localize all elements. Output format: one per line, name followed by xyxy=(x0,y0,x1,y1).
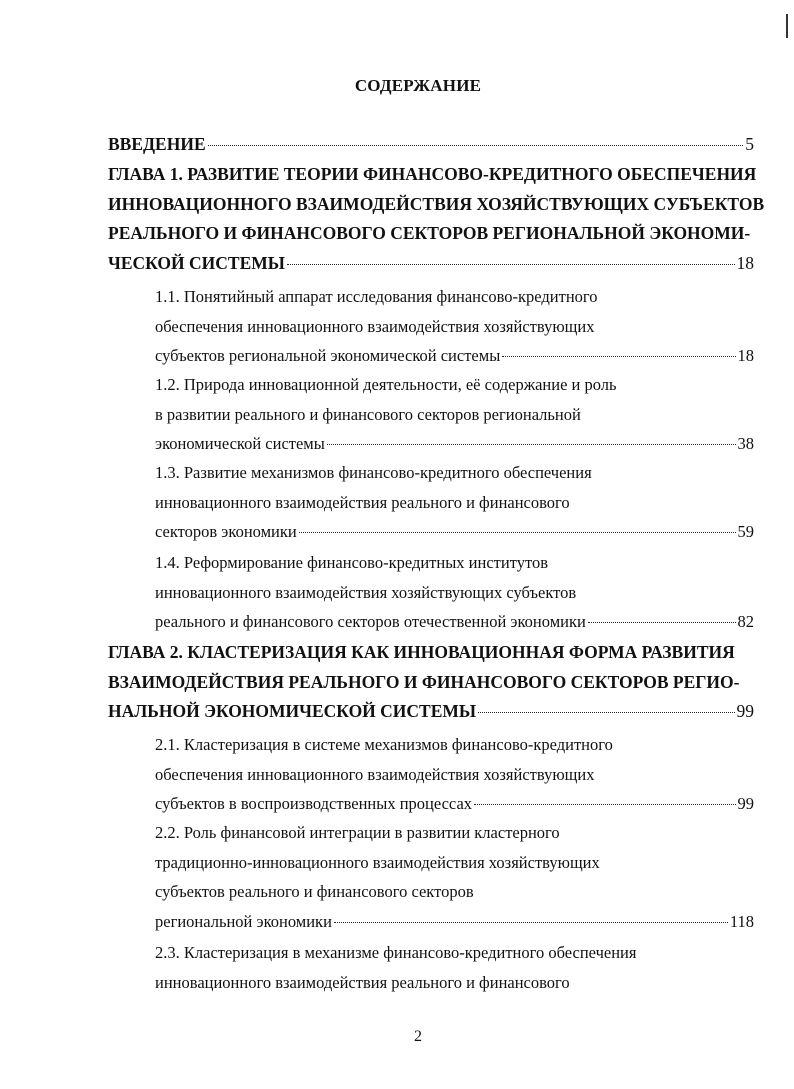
toc-page-number: 38 xyxy=(737,434,754,453)
toc-entry-section-1-3[interactable] xyxy=(155,458,754,547)
toc-page-number: 99 xyxy=(736,701,754,721)
toc-entry-last-line xyxy=(155,789,754,819)
scan-mark xyxy=(786,14,788,38)
toc-line-text: обеспечения инновационного взаимодействия хозяйствующих xyxy=(155,316,595,336)
toc-line-text: реального и финансового секторов отечественной экономики xyxy=(155,612,586,631)
dot-leader xyxy=(478,712,734,713)
toc-line-text: 1.4. Реформирование финансово-кредитных институтов xyxy=(155,553,548,572)
toc-page-number: 18 xyxy=(736,252,754,273)
toc-line-text: 1.3. Развитие механизмов финансово-кредитного обеспечения xyxy=(155,463,592,482)
toc-line-text: ИННОВАЦИОННОГО ВЗАИМОДЕЙСТВИЯ ХОЗЯЙСТВУЮЩИХ СУБЪЕКТОВ xyxy=(108,193,765,214)
toc-page-number: 99 xyxy=(737,794,754,813)
toc-line-text: 2.1. Кластеризация в системе механизмов финансово-кредитного xyxy=(155,735,613,754)
toc-entry-section-2-1[interactable] xyxy=(155,730,754,819)
toc-line-text: 2.2. Роль финансовой интеграции в развитии кластерного xyxy=(155,823,560,842)
toc-line-text: секторов экономики xyxy=(155,522,297,541)
toc-entry-last-line xyxy=(155,907,754,937)
toc-line-text: ЧЕСКОЙ СИСТЕМЫ xyxy=(108,252,285,273)
toc-line-text: ГЛАВА 1. РАЗВИТИЕ ТЕОРИИ ФИНАНСОВО-КРЕДИТНОГО ОБЕСПЕЧЕНИЯ xyxy=(108,164,757,184)
dot-leader xyxy=(287,264,735,265)
toc-line-text: инновационного взаимодействия хозяйствующих субъектов xyxy=(155,582,577,602)
toc-entry-chapter-2[interactable] xyxy=(108,638,754,727)
toc-line-text: региональной экономики xyxy=(155,911,332,931)
toc-line-text: экономической системы xyxy=(155,434,325,453)
dot-leader xyxy=(334,922,728,923)
toc-line-text: субъектов реального и финансового секторов xyxy=(155,882,474,901)
toc-page-number: 5 xyxy=(745,134,754,154)
dot-leader xyxy=(327,444,736,445)
toc-entry-section-2-2[interactable] xyxy=(155,818,754,936)
toc-entry-section-1-4[interactable] xyxy=(155,548,754,637)
toc-entry-last-line xyxy=(155,607,754,637)
dot-leader xyxy=(502,356,735,357)
toc-entry-section-1-2[interactable] xyxy=(155,370,754,459)
toc-line-text: ГЛАВА 2. КЛАСТЕРИЗАЦИЯ КАК ИННОВАЦИОННАЯ ФОРМА РАЗВИТИЯ xyxy=(108,642,735,662)
dot-leader xyxy=(208,145,744,146)
toc-page-number: 18 xyxy=(737,346,754,365)
toc-line-text: 2.3. Кластеризация в механизме финансово-кредитного обеспечения xyxy=(155,943,637,962)
toc-line-text: субъектов в воспроизводственных процессах xyxy=(155,794,473,813)
toc-line-text: инновационного взаимодействия реального и финансового xyxy=(155,492,570,512)
toc-line-text: НАЛЬНОЙ ЭКОНОМИЧЕСКОЙ СИСТЕМЫ xyxy=(108,701,477,721)
toc-entry-chapter-1[interactable] xyxy=(108,160,765,278)
toc-line-text: РЕАЛЬНОГО И ФИНАНСОВОГО СЕКТОРОВ РЕГИОНАЛЬНОЙ ЭКОНОМИ- xyxy=(108,223,751,243)
dot-leader xyxy=(299,532,736,533)
toc-entry-last-line xyxy=(108,249,754,279)
page-title: СОДЕРЖАНИЕ xyxy=(354,76,482,95)
toc-entry-last-line xyxy=(155,341,754,371)
toc-page-number: 118 xyxy=(729,911,754,931)
toc-line-text: обеспечения инновационного взаимодействия хозяйствующих xyxy=(155,764,595,784)
toc-entry-last-line xyxy=(155,429,754,459)
dot-leader xyxy=(474,804,735,805)
toc-line-text: в развитии реального и финансового секторов региональной xyxy=(155,404,581,424)
toc-line-text: 1.1. Понятийный аппарат исследования финансово-кредитного xyxy=(155,287,598,306)
toc-entry-section-2-3[interactable] xyxy=(155,938,754,997)
toc-entry-introduction[interactable] xyxy=(108,130,754,160)
toc-line-text: традиционно-инновационного взаимодействия хозяйствующих xyxy=(155,852,600,872)
toc-line-text: 1.2. Природа инновационной деятельности, её содержание и роль xyxy=(155,375,617,394)
toc-entry-last-line xyxy=(108,697,754,727)
toc-entry-last-line xyxy=(155,517,754,547)
toc-line-text: ВВЕДЕНИЕ xyxy=(108,134,206,154)
toc-line-text: субъектов региональной экономической системы xyxy=(155,346,501,365)
toc-page-number: 82 xyxy=(737,612,754,631)
toc-entry-last-line xyxy=(108,130,754,160)
page-number: 2 xyxy=(414,1028,422,1045)
toc-entry-section-1-1[interactable] xyxy=(155,282,754,371)
dot-leader xyxy=(588,622,736,623)
toc-page-number: 59 xyxy=(737,522,754,541)
toc-line-text: ВЗАИМОДЕЙСТВИЯ РЕАЛЬНОГО И ФИНАНСОВОГО СЕКТОРОВ РЕГИО- xyxy=(108,671,740,692)
toc-line-text: инновационного взаимодействия реального и финансового xyxy=(155,972,570,992)
